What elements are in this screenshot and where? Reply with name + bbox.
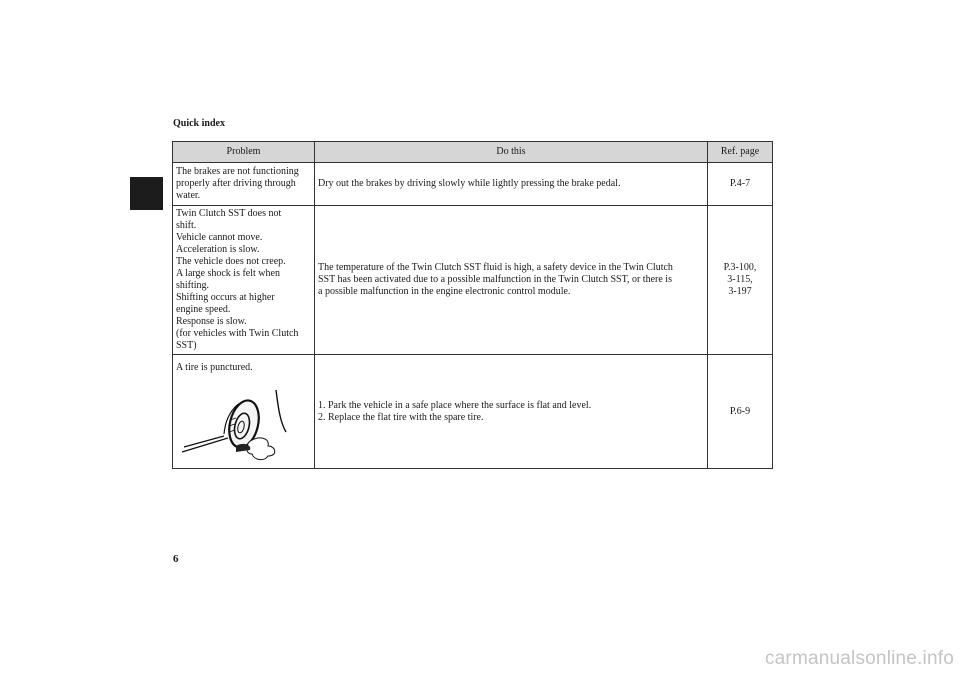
- problem-line: Response is slow.: [176, 316, 247, 327]
- problem-line: The vehicle does not creep.: [176, 256, 286, 267]
- step-item: 1. Park the vehicle in a safe place where the surface is flat and level.: [318, 399, 592, 411]
- problem-cell: [173, 355, 315, 469]
- problem-line: shift.: [176, 220, 197, 231]
- problem-line: shifting.: [176, 280, 210, 291]
- problem-line: Acceleration is slow.: [176, 244, 260, 255]
- do-this-line: Dry out the brakes by driving slowly while lightly pressing the brake pedal.: [318, 178, 621, 189]
- problem-line: engine speed.: [176, 304, 231, 315]
- ref-page-link[interactable]: P.3-100,: [723, 262, 757, 273]
- ref-page-link[interactable]: 3-115,: [727, 274, 753, 285]
- problem-line: (for vehicles with Twin Clutch: [176, 328, 299, 339]
- problem-cell: [173, 206, 315, 355]
- page-number: 6: [173, 553, 179, 565]
- problem-line: Vehicle cannot move.: [176, 232, 263, 243]
- ref-page-link[interactable]: 3-197: [728, 286, 752, 297]
- do-this-cell: [315, 355, 708, 469]
- problem-line: The brakes are not functioning: [176, 166, 299, 177]
- table-row-twin-clutch: [173, 206, 773, 355]
- problem-line: A large shock is felt when: [176, 268, 280, 279]
- section-title: Quick index: [173, 118, 225, 129]
- do-this-cell: [315, 206, 708, 355]
- table-row-tire: [173, 355, 773, 469]
- flat-tire-illustration: [180, 384, 292, 462]
- problem-line: A tire is punctured.: [176, 361, 253, 373]
- problem-cell: [173, 163, 315, 206]
- problem-line: properly after driving through: [176, 178, 296, 189]
- header-problem: Problem: [173, 142, 315, 163]
- header-ref-page: Ref. page: [708, 142, 773, 163]
- watermark[interactable]: carmanualsonline.info: [764, 648, 954, 669]
- step-item: 2. Replace the flat tire with the spare tire.: [318, 411, 484, 423]
- do-this-cell: [315, 163, 708, 206]
- header-do-this: Do this: [315, 142, 708, 163]
- quick-index-table: [172, 141, 773, 469]
- ref-page-cell: [708, 163, 773, 206]
- ref-page-cell: [708, 355, 773, 469]
- ref-page-link[interactable]: P.4-7: [729, 178, 751, 189]
- problem-line: SST): [176, 340, 197, 351]
- problem-line: Shifting occurs at higher: [176, 292, 275, 303]
- chapter-tab: [130, 177, 163, 210]
- ref-page-link[interactable]: P.6-9: [729, 405, 751, 417]
- do-this-line: The temperature of the Twin Clutch SST fluid is high, a safety device in the Twin Clutch: [318, 262, 673, 273]
- ref-page-cell: [708, 206, 773, 355]
- problem-line: Twin Clutch SST does not: [176, 208, 282, 219]
- do-this-line: a possible malfunction in the engine electronic control module.: [318, 286, 571, 297]
- table-header-row: [173, 142, 773, 163]
- table-row-brakes: [173, 163, 773, 206]
- do-this-line: SST has been activated due to a possible malfunction in the Twin Clutch SST, or there is: [318, 274, 672, 285]
- problem-line: water.: [176, 190, 201, 201]
